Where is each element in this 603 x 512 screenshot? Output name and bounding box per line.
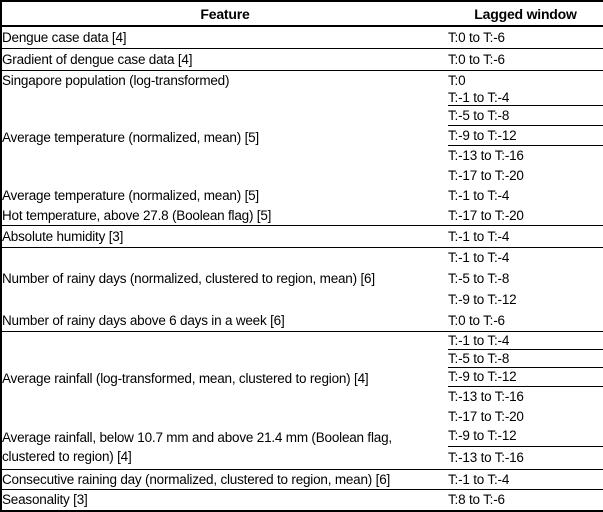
lagged-window-cell: T:-1 to T:-4 — [448, 90, 603, 106]
lagged-window-cell: T:-5 to T:-8 — [448, 349, 603, 367]
lagged-window-column-header: Lagged window — [448, 1, 603, 26]
table-row — [1, 331, 603, 349]
lagged-window-cell: T:-1 to T:-4 — [448, 250, 510, 266]
lagged-window-cell: T:-17 to T:-20 — [448, 408, 524, 424]
feature-cell: Absolute humidity [3] — [1, 225, 448, 247]
lagged-window-cell: T:-1 to T:-4 — [448, 469, 603, 489]
lagged-window-cell: T:0 — [448, 72, 466, 88]
table-row — [1, 469, 603, 489]
feature-cell: Average temperature (normalized, mean) [5] — [2, 188, 259, 203]
table-row — [1, 310, 603, 331]
lagged-window-cell: T:-9 to T:-12 — [448, 292, 517, 307]
lagged-window-cell: T:-1 to T:-4 — [448, 188, 510, 203]
header-row — [1, 1, 603, 26]
feature-cell: Seasonality [3] — [2, 492, 88, 508]
feature-cell: Singapore population (log-transformed) — [2, 72, 230, 88]
lagged-window-cell: T:-5 to T:-8 — [448, 106, 603, 126]
lagged-window-cell: T:-1 to T:-4 — [448, 225, 603, 247]
feature-cell: Gradient of dengue case data [4] — [1, 48, 448, 70]
feature-cell: Consecutive raining day (normalized, clustered to region, mean) [6] — [1, 469, 448, 489]
lagged-window-cell: T:0 to T:-6 — [448, 310, 603, 331]
lagged-window-cell: T:8 to T:-6 — [448, 492, 505, 508]
feature-cell: Dengue case data [4] — [1, 26, 448, 48]
table-row — [1, 489, 603, 511]
table-row — [1, 90, 603, 106]
lagged-window-cell: T:-1 to T:-4 — [448, 331, 603, 349]
feature-cell: Average temperature (normalized, mean) [5] — [2, 130, 259, 145]
lagged-window-cell: T:-13 to T:-16 — [448, 388, 524, 404]
lagged-window-cell: T:0 to T:-6 — [448, 26, 603, 48]
table-row — [1, 26, 603, 48]
lagged-window-cell: T:-9 to T:-12 — [448, 426, 603, 446]
lagged-window-cell: T:-5 to T:-8 — [448, 271, 510, 286]
lagged-window-cell: T:-13 to T:-16 — [448, 446, 603, 469]
lagged-window-cell: T:-17 to T:-20 — [448, 168, 524, 183]
feature-cell: Average rainfall (log-transformed, mean, clustered to region) [4] — [2, 371, 369, 387]
table-row — [1, 186, 603, 206]
lagged-window-cell: T:-13 to T:-16 — [448, 148, 524, 164]
feature-cell: Average rainfall, below 10.7 mm and above 21.4 mm (Boolean flag, clustered to region) [4] — [1, 426, 448, 469]
table-row — [1, 206, 603, 226]
feature-column-header: Feature — [1, 1, 448, 26]
lagged-window-cell: T:-17 to T:-20 — [448, 206, 603, 226]
table-row — [1, 225, 603, 247]
lagged-window-cell: T:-9 to T:-12 — [448, 126, 603, 146]
feature-cell: Number of rainy days above 6 days in a week [6] — [1, 310, 448, 331]
table-row — [1, 70, 603, 90]
table-row — [1, 247, 603, 268]
table-row — [1, 48, 603, 70]
lagged-window-cell: T:0 to T:-6 — [448, 48, 603, 70]
feature-cell: Hot temperature, above 27.8 (Boolean flag) [5] — [1, 206, 448, 226]
lagged-window-cell: T:-9 to T:-12 — [448, 367, 603, 386]
table-row — [1, 426, 603, 446]
feature-cell: Number of rainy days (normalized, clustered to region, mean) [6] — [2, 271, 375, 287]
